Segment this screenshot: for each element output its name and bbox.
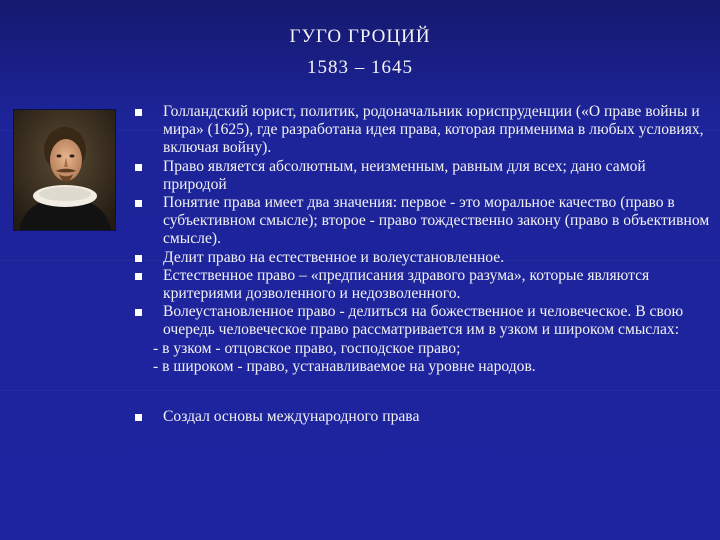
sub-item-text: - в широком - право, устанавливаемое на уровне народов. xyxy=(153,357,536,375)
bullet-text: Волеустановленное право - делиться на божественное и человеческое. В свою очередь человеческое право рассматривается им в узком и широком смыслах: xyxy=(163,303,684,339)
list-item xyxy=(133,408,713,426)
bullet-text: Голландский юрист, политик, родоначальник юриспруденции («О праве войны и мира» (1625), где разработана идея права, которая применима в любых условиях, включая войну). xyxy=(163,103,704,157)
list-item xyxy=(133,103,713,158)
portrait-illustration xyxy=(14,110,115,230)
list-item xyxy=(133,267,713,303)
bullet-marker-icon xyxy=(135,164,142,171)
bullet-text: Естественное право – «предписания здравого разума», которые являются критериями дозволенного и недозволенного. xyxy=(163,266,650,303)
slide-subtitle-years: 1583 – 1645 xyxy=(307,57,413,78)
bullet-marker-icon xyxy=(135,273,142,280)
list-item xyxy=(133,194,713,249)
sub-item xyxy=(133,358,713,376)
bullet-marker-icon xyxy=(135,109,142,116)
bullet-marker-icon xyxy=(135,255,142,262)
list-spacer xyxy=(133,376,713,408)
portrait-image xyxy=(14,110,115,230)
bullet-text: Право является абсолютным, неизменным, равным для всех; дано самой природой xyxy=(163,157,646,193)
bullet-text: Делит право на естественное и волеустановленное. xyxy=(163,248,505,266)
bullet-list xyxy=(133,103,713,426)
bullet-text: Создал основы международного права xyxy=(163,408,420,426)
bullet-marker-icon xyxy=(135,309,142,316)
bullet-marker-icon xyxy=(135,414,142,421)
list-item xyxy=(133,249,713,267)
list-item xyxy=(133,158,713,194)
sub-item-text: - в узком - отцовское право, господское право; xyxy=(153,339,461,357)
list-item xyxy=(133,303,713,339)
slide-title: ГУГО ГРОЦИЙ xyxy=(289,26,431,47)
bullet-text: Понятие права имеет два значения: первое - это моральное качество (право в субъективном смысле); второе - право тождественно закону (право в объективном смысле). xyxy=(163,194,710,248)
sub-item xyxy=(133,340,713,358)
bullet-marker-icon xyxy=(135,200,142,207)
